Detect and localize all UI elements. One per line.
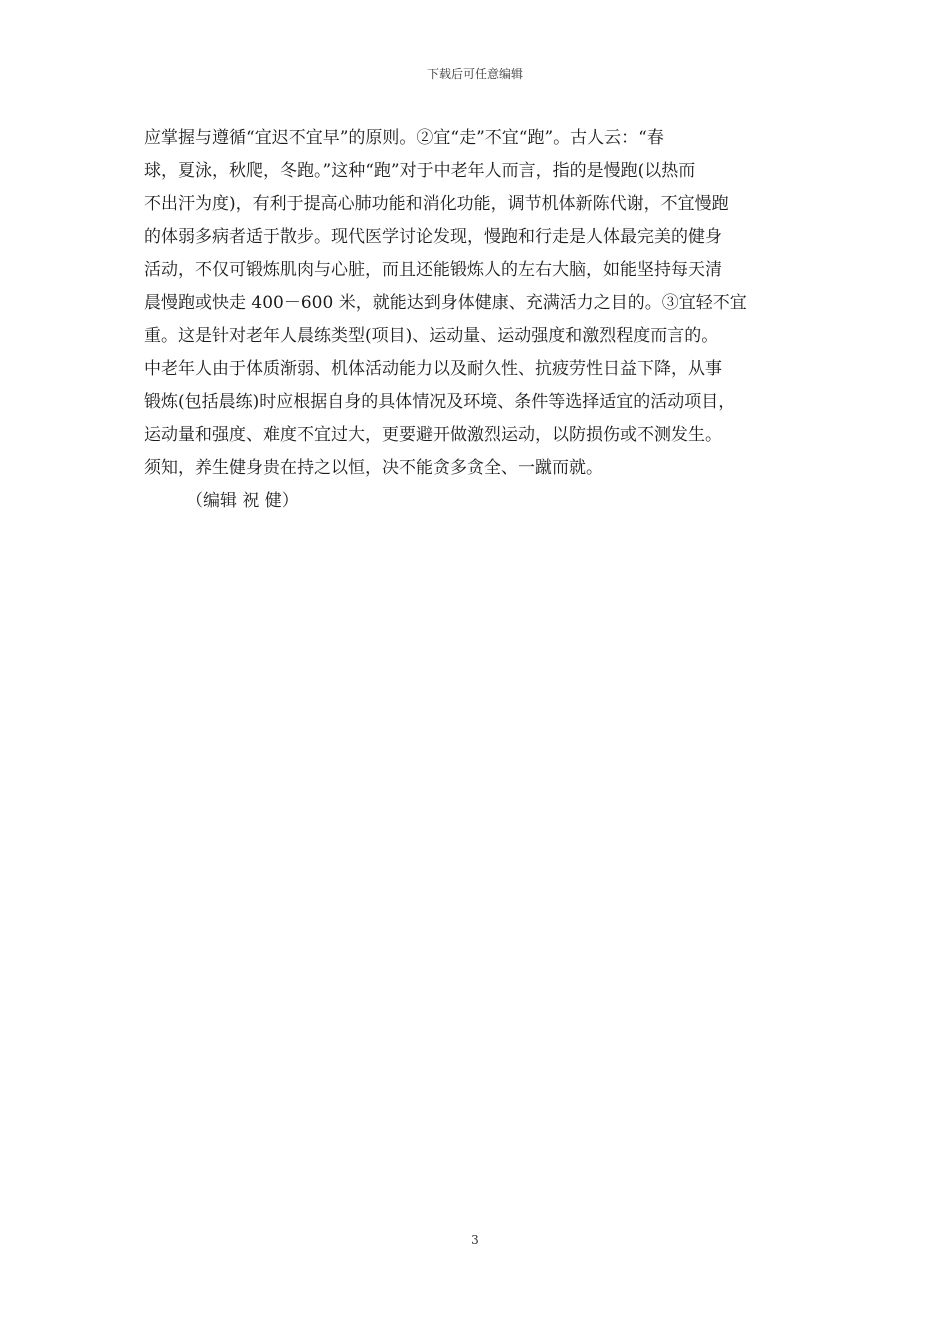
editor-credit: （编辑 祝 健） bbox=[186, 491, 299, 511]
paragraph-line: 锻炼(包括晨练)时应根据自身的具体情况及环境、条件等选择适宜的活动项目， bbox=[144, 392, 736, 412]
paragraph-line: 的体弱多病者适于散步。现代医学讨论发现，慢跑和行走是人体最完美的健身 bbox=[144, 227, 722, 247]
paragraph-line: 中老年人由于体质渐弱、机体活动能力以及耐久性、抗疲劳性日益下降，从事 bbox=[144, 359, 722, 379]
paragraph-line: 球，夏泳，秋爬，冬跑。”这种“跑”对于中老年人而言，指的是慢跑(以热而 bbox=[144, 161, 696, 181]
paragraph-line: 活动，不仅可锻炼肌肉与心脏，而且还能锻炼人的左右大脑，如能坚持每天清 bbox=[144, 260, 722, 280]
page-header: 下载后可任意编辑 bbox=[426, 67, 523, 81]
article-body bbox=[144, 122, 824, 518]
paragraph-line: 晨慢跑或快走 400－600 米，就能达到身体健康、充满活力之目的。③宜轻不宜 bbox=[144, 293, 747, 313]
paragraph-line: 不出汗为度)，有利于提高心肺功能和消化功能，调节机体新陈代谢，不宜慢跑 bbox=[144, 194, 729, 214]
page-number: 3 bbox=[471, 1233, 479, 1247]
paragraph-line: 运动量和强度、难度不宜过大，更要避开做激烈运动，以防损伤或不测发生。 bbox=[144, 425, 722, 445]
paragraph-line: 重。这是针对老年人晨练类型(项目)、运动量、运动强度和激烈程度而言的。 bbox=[144, 326, 719, 346]
paragraph-line: 须知，养生健身贵在持之以恒，决不能贪多贪全、一蹴而就。 bbox=[144, 458, 603, 478]
paragraph-line: 应掌握与遵循“宜迟不宜早”的原则。②宜“走”不宜“跑”。古人云：“春 bbox=[144, 128, 664, 148]
